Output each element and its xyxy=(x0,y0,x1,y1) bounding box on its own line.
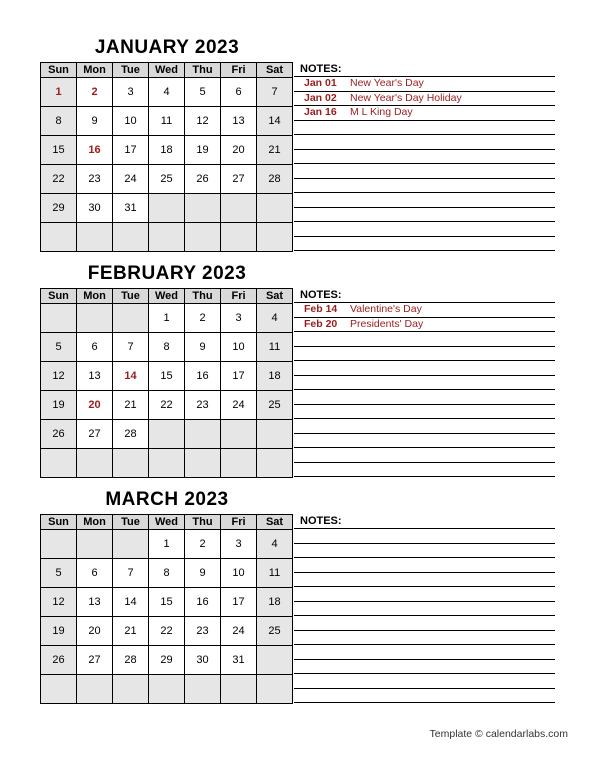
note-holiday-name: Presidents' Day xyxy=(350,317,424,330)
note-line xyxy=(294,448,555,463)
weekday-header: Thu xyxy=(185,515,221,530)
day-cell xyxy=(149,194,185,223)
day-cell: 27 xyxy=(77,420,113,449)
note-line xyxy=(294,645,555,660)
note-line xyxy=(294,164,555,179)
day-cell: 9 xyxy=(185,333,221,362)
day-cell xyxy=(257,194,293,223)
day-cell xyxy=(149,223,185,252)
note-line xyxy=(294,179,555,194)
day-cell: 23 xyxy=(77,165,113,194)
weekday-header: Tue xyxy=(113,289,149,304)
day-cell: 29 xyxy=(149,646,185,675)
note-line xyxy=(294,237,555,252)
day-cell: 14 xyxy=(257,107,293,136)
day-cell xyxy=(185,449,221,478)
weekday-header: Tue xyxy=(113,63,149,78)
day-cell: 28 xyxy=(113,646,149,675)
day-cell: 19 xyxy=(185,136,221,165)
day-cell: 2 xyxy=(77,78,113,107)
day-cell: 10 xyxy=(113,107,149,136)
weekday-header: Sat xyxy=(257,63,293,78)
week-row xyxy=(41,391,293,420)
day-cell: 13 xyxy=(77,588,113,617)
day-cell: 22 xyxy=(149,391,185,420)
day-cell: 11 xyxy=(257,559,293,588)
note-line xyxy=(294,558,555,573)
day-cell: 27 xyxy=(221,165,257,194)
note-line xyxy=(294,361,555,376)
note-line xyxy=(294,208,555,223)
note-line xyxy=(294,390,555,405)
note-line xyxy=(294,689,555,704)
note-line xyxy=(294,135,555,150)
weekday-header: Thu xyxy=(185,289,221,304)
day-cell: 19 xyxy=(41,617,77,646)
week-row xyxy=(41,530,293,559)
day-cell: 18 xyxy=(257,362,293,391)
day-cell xyxy=(41,304,77,333)
day-cell: 26 xyxy=(185,165,221,194)
note-date: Feb 14 xyxy=(304,303,338,315)
note-line xyxy=(294,405,555,420)
day-cell: 4 xyxy=(257,304,293,333)
week-row xyxy=(41,107,293,136)
day-cell: 22 xyxy=(149,617,185,646)
day-cell xyxy=(257,449,293,478)
note-line xyxy=(294,77,555,92)
day-cell xyxy=(113,449,149,478)
day-cell: 2 xyxy=(185,530,221,559)
day-cell: 20 xyxy=(221,136,257,165)
weekday-header: Fri xyxy=(221,63,257,78)
notes-panel xyxy=(294,514,555,703)
day-cell xyxy=(77,675,113,704)
day-cell xyxy=(113,530,149,559)
month-title: FEBRUARY 2023 xyxy=(87,263,247,284)
day-cell: 3 xyxy=(221,530,257,559)
month-title: JANUARY 2023 xyxy=(94,37,240,58)
day-cell: 7 xyxy=(113,333,149,362)
week-row xyxy=(41,136,293,165)
day-cell xyxy=(221,420,257,449)
weekday-header: Sat xyxy=(257,289,293,304)
day-cell: 1 xyxy=(149,304,185,333)
day-cell: 22 xyxy=(41,165,77,194)
day-cell: 30 xyxy=(185,646,221,675)
note-line xyxy=(294,318,555,333)
day-cell: 26 xyxy=(41,646,77,675)
day-cell: 15 xyxy=(149,588,185,617)
weekday-header: Thu xyxy=(185,63,221,78)
day-cell: 23 xyxy=(185,391,221,420)
day-cell: 6 xyxy=(77,559,113,588)
day-cell xyxy=(113,223,149,252)
weekday-header: Sun xyxy=(41,515,77,530)
day-cell: 20 xyxy=(77,391,113,420)
day-cell: 16 xyxy=(185,362,221,391)
note-holiday-name: New Year's Day xyxy=(350,77,424,89)
day-cell xyxy=(77,530,113,559)
day-cell: 8 xyxy=(149,333,185,362)
day-cell xyxy=(185,675,221,704)
note-date: Jan 01 xyxy=(304,77,337,89)
day-cell xyxy=(41,449,77,478)
day-cell xyxy=(149,420,185,449)
day-cell: 18 xyxy=(257,588,293,617)
day-cell: 31 xyxy=(113,194,149,223)
day-cell: 15 xyxy=(41,136,77,165)
week-row xyxy=(41,449,293,478)
week-row xyxy=(41,304,293,333)
note-line xyxy=(294,544,555,559)
day-cell: 26 xyxy=(41,420,77,449)
notes-label: NOTES: xyxy=(294,62,555,77)
weekday-header: Wed xyxy=(149,289,185,304)
footer-credit: Template © calendarlabs.com xyxy=(429,728,568,740)
note-line xyxy=(294,660,555,675)
weekday-header: Fri xyxy=(221,515,257,530)
day-cell xyxy=(221,449,257,478)
day-cell: 27 xyxy=(77,646,113,675)
day-cell: 24 xyxy=(113,165,149,194)
week-row xyxy=(41,420,293,449)
day-cell xyxy=(77,304,113,333)
day-cell: 19 xyxy=(41,391,77,420)
day-cell: 13 xyxy=(221,107,257,136)
day-cell xyxy=(185,223,221,252)
day-cell: 5 xyxy=(41,333,77,362)
day-cell: 4 xyxy=(257,530,293,559)
note-line xyxy=(294,150,555,165)
note-line xyxy=(294,674,555,689)
week-row xyxy=(41,362,293,391)
note-holiday-name: M L King Day xyxy=(350,106,413,118)
day-cell: 5 xyxy=(41,559,77,588)
day-cell: 17 xyxy=(221,588,257,617)
note-line xyxy=(294,376,555,391)
day-cell: 28 xyxy=(257,165,293,194)
week-row xyxy=(41,333,293,362)
weekday-header: Mon xyxy=(77,515,113,530)
day-cell xyxy=(257,646,293,675)
day-cell: 21 xyxy=(257,136,293,165)
day-cell xyxy=(149,675,185,704)
notes-panel xyxy=(294,288,555,477)
weekday-header: Sat xyxy=(257,515,293,530)
note-line xyxy=(294,587,555,602)
day-cell: 11 xyxy=(149,107,185,136)
day-cell xyxy=(149,449,185,478)
month-grid xyxy=(40,288,293,478)
note-line xyxy=(294,222,555,237)
note-line xyxy=(294,602,555,617)
day-cell: 25 xyxy=(257,391,293,420)
day-cell: 14 xyxy=(113,362,149,391)
day-cell: 28 xyxy=(113,420,149,449)
weekday-header: Sun xyxy=(41,63,77,78)
note-line xyxy=(294,303,555,318)
day-cell: 9 xyxy=(77,107,113,136)
note-holiday-name: Valentine's Day xyxy=(350,303,422,315)
month-title: MARCH 2023 xyxy=(105,489,229,510)
day-cell xyxy=(221,675,257,704)
day-cell: 21 xyxy=(113,617,149,646)
day-cell: 7 xyxy=(257,78,293,107)
notes-panel xyxy=(294,62,555,251)
day-cell xyxy=(221,223,257,252)
day-cell: 25 xyxy=(257,617,293,646)
day-cell xyxy=(185,420,221,449)
month-grid xyxy=(40,514,293,704)
day-cell: 5 xyxy=(185,78,221,107)
day-cell: 11 xyxy=(257,333,293,362)
note-line xyxy=(294,106,555,121)
day-cell xyxy=(257,675,293,704)
day-cell: 6 xyxy=(77,333,113,362)
day-cell: 17 xyxy=(221,362,257,391)
day-cell xyxy=(77,223,113,252)
weekday-header: Fri xyxy=(221,289,257,304)
week-row xyxy=(41,588,293,617)
note-line xyxy=(294,434,555,449)
note-line xyxy=(294,92,555,107)
note-date: Jan 16 xyxy=(304,106,337,118)
day-cell: 6 xyxy=(221,78,257,107)
day-cell xyxy=(257,223,293,252)
week-row xyxy=(41,559,293,588)
week-row xyxy=(41,78,293,107)
weekday-header: Mon xyxy=(77,63,113,78)
day-cell xyxy=(113,675,149,704)
note-date: Jan 02 xyxy=(304,91,337,104)
weekday-header: Tue xyxy=(113,515,149,530)
day-cell: 23 xyxy=(185,617,221,646)
day-cell xyxy=(257,420,293,449)
day-cell xyxy=(41,675,77,704)
weekday-header: Mon xyxy=(77,289,113,304)
notes-label: NOTES: xyxy=(294,514,555,529)
day-cell xyxy=(185,194,221,223)
day-cell: 17 xyxy=(113,136,149,165)
day-cell: 2 xyxy=(185,304,221,333)
day-cell xyxy=(113,304,149,333)
week-row xyxy=(41,646,293,675)
day-cell: 8 xyxy=(41,107,77,136)
note-line xyxy=(294,573,555,588)
note-line xyxy=(294,347,555,362)
day-cell: 10 xyxy=(221,559,257,588)
day-cell: 1 xyxy=(41,78,77,107)
day-cell: 12 xyxy=(41,588,77,617)
day-cell: 24 xyxy=(221,617,257,646)
day-cell: 10 xyxy=(221,333,257,362)
day-cell xyxy=(41,223,77,252)
day-cell xyxy=(221,194,257,223)
day-cell: 9 xyxy=(185,559,221,588)
week-row xyxy=(41,223,293,252)
day-cell: 16 xyxy=(77,136,113,165)
day-cell: 7 xyxy=(113,559,149,588)
day-cell: 21 xyxy=(113,391,149,420)
day-cell: 18 xyxy=(149,136,185,165)
week-row xyxy=(41,165,293,194)
day-cell: 16 xyxy=(185,588,221,617)
day-cell xyxy=(77,449,113,478)
note-line xyxy=(294,193,555,208)
month-grid xyxy=(40,62,293,252)
day-cell: 3 xyxy=(113,78,149,107)
day-cell: 4 xyxy=(149,78,185,107)
note-line xyxy=(294,529,555,544)
day-cell: 31 xyxy=(221,646,257,675)
day-cell: 15 xyxy=(149,362,185,391)
day-cell: 8 xyxy=(149,559,185,588)
day-cell: 3 xyxy=(221,304,257,333)
day-cell: 24 xyxy=(221,391,257,420)
weekday-header: Wed xyxy=(149,515,185,530)
day-cell: 1 xyxy=(149,530,185,559)
note-line xyxy=(294,616,555,631)
notes-label: NOTES: xyxy=(294,288,555,303)
note-line xyxy=(294,631,555,646)
week-row xyxy=(41,617,293,646)
day-cell: 25 xyxy=(149,165,185,194)
day-cell xyxy=(41,530,77,559)
day-cell: 12 xyxy=(185,107,221,136)
note-line xyxy=(294,121,555,136)
day-cell: 13 xyxy=(77,362,113,391)
note-line xyxy=(294,463,555,478)
note-line xyxy=(294,419,555,434)
day-cell: 20 xyxy=(77,617,113,646)
day-cell: 12 xyxy=(41,362,77,391)
weekday-header: Wed xyxy=(149,63,185,78)
note-holiday-name: New Year's Day Holiday xyxy=(350,91,462,104)
day-cell: 14 xyxy=(113,588,149,617)
day-cell: 30 xyxy=(77,194,113,223)
week-row xyxy=(41,194,293,223)
week-row xyxy=(41,675,293,704)
weekday-header: Sun xyxy=(41,289,77,304)
note-line xyxy=(294,332,555,347)
note-date: Feb 20 xyxy=(304,317,338,330)
day-cell: 29 xyxy=(41,194,77,223)
